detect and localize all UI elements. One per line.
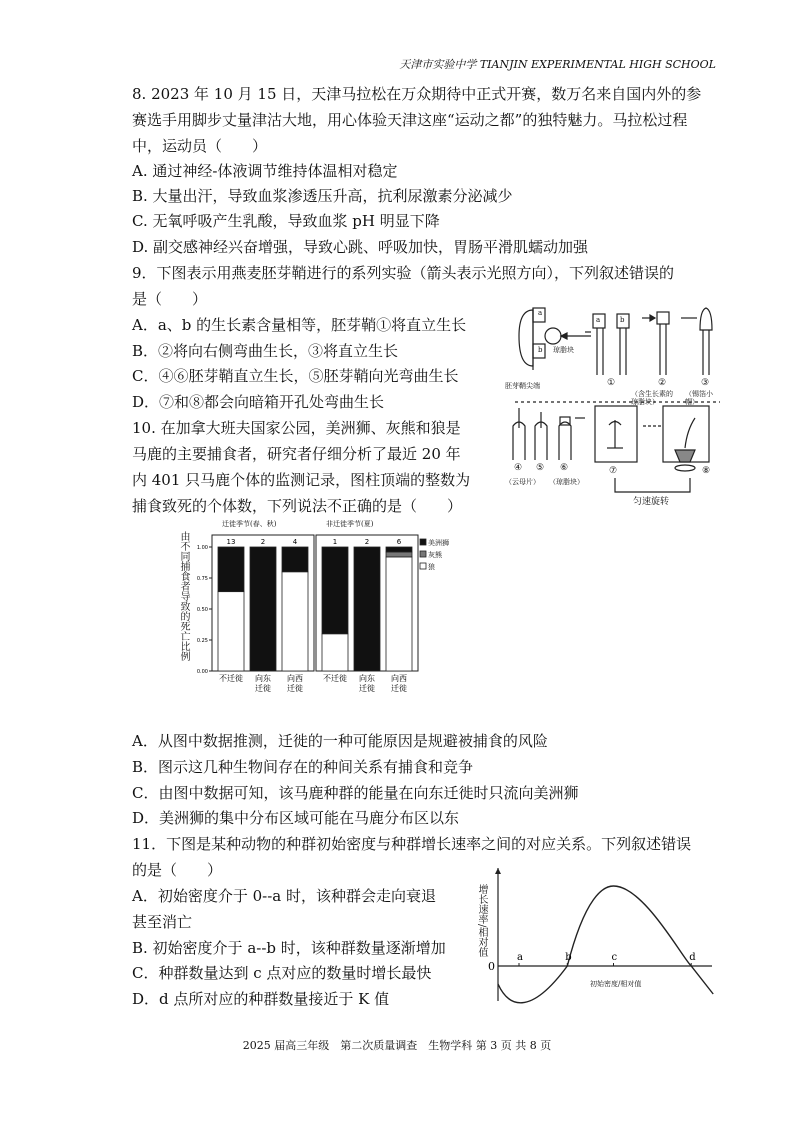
q11-stem-line-1: 11．下图是某种动物的种群初始密度与种群增长速率之间的对应关系。下列叙述错误	[132, 835, 692, 853]
y-tick-label: 0.00	[196, 669, 208, 675]
q10-option-c: C．由图中数据可知，该马鹿种群的能量在向东迁徙时只流向美洲狮	[132, 784, 579, 802]
bar-segment-狼	[386, 557, 412, 671]
block-a-label: a	[538, 309, 543, 317]
bar-top-count: 2	[364, 538, 370, 546]
point-label-a: a	[517, 952, 523, 963]
y-tick-label: 1.00	[196, 545, 208, 551]
q9-option-a: A．a、b 的生长素含量相等，胚芽鞘①将直立生长	[132, 316, 467, 334]
point-label-b: b	[565, 952, 572, 963]
x-tick-label: 不迁徙	[219, 674, 243, 683]
legend-swatch-狼	[420, 563, 426, 569]
q8-option-a: A. 通过神经-体液调节维持体温相对稳定	[132, 162, 398, 180]
label-3-note: （锡箔小帽）	[685, 390, 713, 406]
bar-segment-美洲狮	[354, 547, 380, 671]
x-tick-label: 向东	[255, 674, 271, 683]
x-tick-label: 向西	[391, 674, 407, 683]
legend-wolf: 狼	[428, 563, 435, 571]
q8-option-c: C. 无氧呼吸产生乳酸，导致血浆 pH 明显下降	[132, 212, 440, 230]
bar-segment-美洲狮	[250, 547, 276, 671]
q10-option-d: D．美洲狮的集中分布区域可能在马鹿分布区以东	[132, 809, 460, 827]
legend-grizzly: 灰熊	[428, 551, 442, 559]
q9-stem-line-1: 9．下图表示用燕麦胚芽鞘进行的系列实验（箭头表示光照方向），下列叙述错误的	[132, 264, 675, 282]
q10-option-a: A．从图中数据推测，迁徙的一种可能原因是规避被捕食的风险	[132, 732, 548, 750]
mica-label: （云母片）	[505, 478, 540, 486]
x-tick-label: 向西	[287, 674, 303, 683]
label-1: ①	[607, 378, 616, 388]
q11-stem-line-2: 的是（ ）	[132, 861, 223, 879]
bar-top-count: 6	[396, 538, 402, 546]
agar-label: 琼脂块	[553, 346, 574, 354]
label-4: ④	[514, 463, 523, 473]
q8-stem-line-3: 中，运动员（ ）	[132, 137, 268, 155]
bar-segment-狼	[322, 634, 348, 671]
y-tick-label: 0.75	[196, 576, 208, 582]
panel-title-non-migrating: 非迁徙季节(夏)	[326, 520, 374, 528]
block-b-label: b	[538, 346, 543, 354]
q11-option-c: C．种群数量达到 c 点对应的数量时增长最快	[132, 964, 432, 982]
curve-x-label: 初始密度/相对值	[590, 980, 642, 988]
q8-option-b: B. 大量出汗，导致血浆渗透压升高，抗利尿激素分泌减少	[132, 187, 513, 205]
x-tick-label: 迁徙	[287, 684, 303, 693]
q9-option-d: D．⑦和⑧都会向暗箱开孔处弯曲生长	[132, 393, 385, 411]
panel-title-migrating: 迁徙季节(春、秋)	[222, 520, 277, 528]
y-tick-label: 0.50	[196, 607, 208, 613]
q8-stem-line-1: 8. 2023 年 10 月 15 日，天津马拉松在万众期待中正式开赛，数万名来自国内外的参	[132, 85, 702, 103]
x-tick-label: 迁徙	[359, 684, 375, 693]
q11-option-d: D．d 点所对应的种群数量接近于 K 值	[132, 990, 390, 1008]
q9-option-b: B．②将向右侧弯曲生长，③将直立生长	[132, 342, 399, 360]
school-header: 天津市实验中学 TIANJIN EXPERIMENTAL HIGH SCHOOL	[399, 58, 716, 71]
curve-y-label: 增长速率/相对值	[476, 884, 487, 958]
origin-label: 0	[488, 960, 495, 973]
predation-chart	[176, 517, 476, 707]
q11-option-a-cont: 甚至消亡	[132, 913, 193, 931]
label-6: ⑥	[560, 463, 569, 473]
q11-option-a: A．初始密度介于 0--a 时，该种群会走向衰退	[132, 887, 436, 905]
bar-segment-美洲狮	[386, 547, 412, 552]
page-footer: 2025 届高三年级 第二次质量调查 生物学科 第 3 页 共 8 页	[242, 1039, 552, 1052]
legend-cougar: 美洲狮	[428, 539, 449, 547]
x-tick-label: 迁徙	[255, 684, 271, 693]
rotate-label: 匀速旋转	[633, 497, 670, 507]
bar-top-count: 1	[332, 538, 338, 546]
label-7: ⑦	[609, 466, 618, 476]
q10-stem-line-3: 内 401 只马鹿个体的监测记录，图柱顶端的整数为	[132, 471, 471, 489]
chart-y-label: 由不同捕食者导致的死亡比例	[178, 531, 189, 661]
bar-top-count: 2	[260, 538, 266, 546]
legend-swatch-灰熊	[420, 551, 426, 557]
label-5: ⑤	[536, 463, 545, 473]
label-2: ②	[658, 378, 667, 388]
coleoptile-figure	[505, 300, 730, 525]
x-tick-label: 向东	[359, 674, 375, 683]
point-label-c: c	[611, 952, 618, 963]
tip-label: 胚芽鞘尖端	[505, 382, 540, 390]
q9-option-c: C．④⑥胚芽鞘直立生长，⑤胚芽鞘向光弯曲生长	[132, 367, 459, 385]
q10-stem-line-2: 马鹿的主要捕食者，研究者仔细分析了最近 20 年	[132, 445, 461, 463]
bar-top-count: 4	[292, 538, 298, 546]
q10-stem-line-1: 10. 在加拿大班夫国家公园，美洲狮、灰熊和狼是	[132, 419, 461, 437]
block-a-label-2: a	[596, 316, 601, 324]
label-8: ⑧	[702, 466, 711, 476]
label-3: ③	[701, 378, 710, 388]
bar-top-count: 13	[226, 538, 236, 546]
growth-rate-chart	[462, 866, 722, 1006]
x-tick-label: 迁徙	[391, 684, 407, 693]
label-2-note: （含生长素的琼脂块）	[631, 390, 673, 406]
bar-segment-美洲狮	[218, 547, 244, 592]
q8-option-d: D. 副交感神经兴奋增强，导致心跳、呼吸加快，胃肠平滑肌蠕动加强	[132, 238, 589, 256]
x-tick-label: 不迁徙	[323, 674, 347, 683]
q9-stem-line-2: 是（ ）	[132, 290, 208, 308]
coleoptile-diagram	[505, 300, 730, 525]
point-label-d: d	[689, 952, 696, 963]
q8-stem-line-2: 赛选手用脚步丈量津沽大地，用心体验天津这座“运动之都”的独特魅力。马拉松过程	[132, 111, 688, 129]
q11-option-b: B. 初始密度介于 a--b 时，该种群数量逐渐增加	[132, 939, 446, 957]
agar-label-2: （琼脂块）	[549, 478, 584, 486]
legend-swatch-美洲狮	[420, 539, 426, 545]
bar-segment-美洲狮	[322, 547, 348, 634]
bar-segment-灰熊	[386, 552, 412, 557]
y-axis-arrow	[495, 868, 501, 874]
bar-segment-狼	[282, 572, 308, 671]
bar-segment-狼	[218, 592, 244, 671]
q10-stem-line-4: 捕食致死的个体数，下列说法不正确的是（ ）	[132, 497, 463, 515]
q10-option-b: B．图示这几种生物间存在的种间关系有捕食和竞争	[132, 758, 474, 776]
block-b-label-2: b	[620, 316, 625, 324]
bar-segment-美洲狮	[282, 547, 308, 572]
y-tick-label: 0.25	[196, 638, 208, 644]
